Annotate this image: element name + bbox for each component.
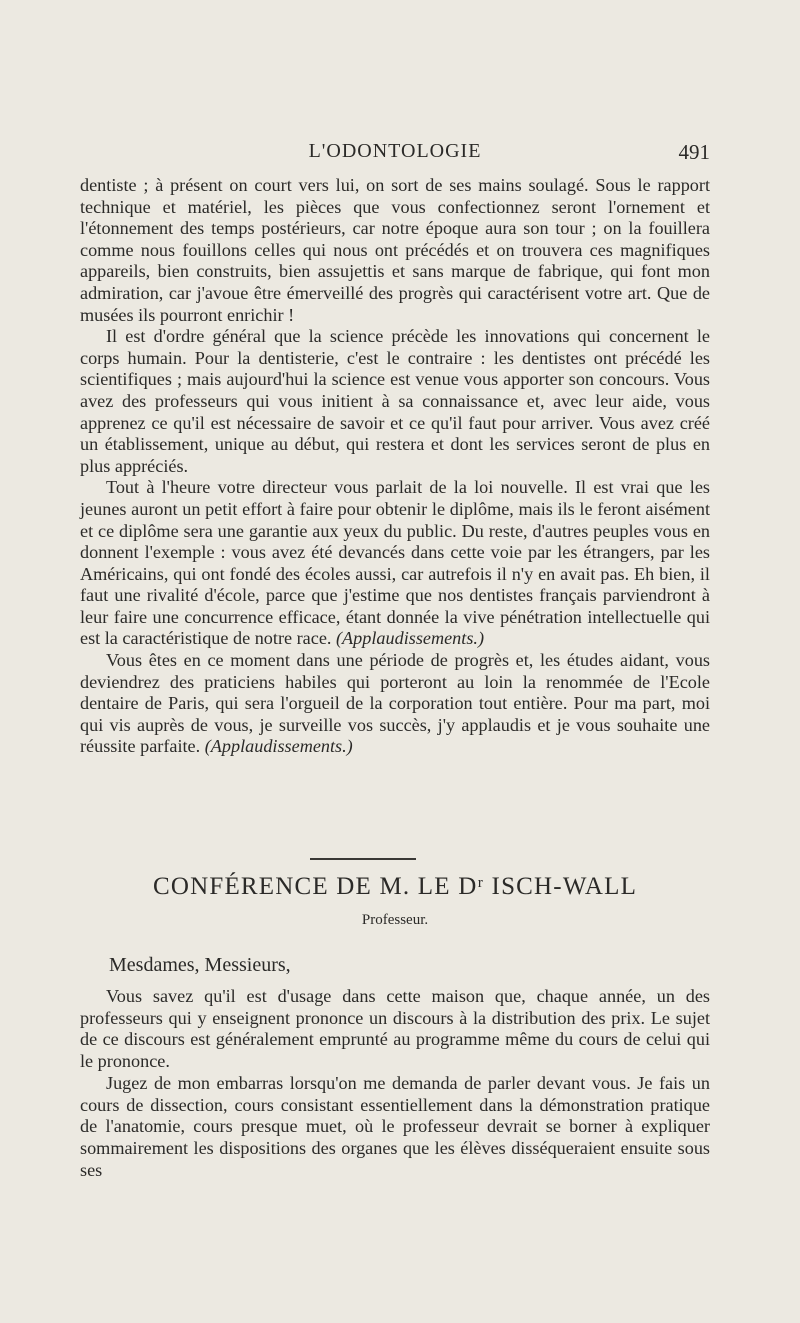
previous-speech-body <box>80 175 710 758</box>
page-number: 491 <box>678 140 710 164</box>
page-header <box>80 140 710 170</box>
paragraph-text: Tout à l'heure votre directeur vous parlait de la loi nouvelle. Il est vrai que les jeunes auront un petit effort à faire pour obtenir le diplôme, mais ils le feront aisément et ce diplôme sera une garantie aux yeux du public. Du reste, d'autres peuples vous en donnent l'exemple : vous avez été devancés dans cette voie par les étrangers, par les Américains, qui ont fondé des écoles aussi, car autrefois il n'y en avait pas. Eh bien, il faut une rivalité d'école, parce que j'estime que nos dentistes français parviendront à leur faire une concurrence efficace, étant donnée la vive pénétration intellectuelle qui est la caractéristique de notre race. <box>80 477 710 649</box>
paragraph: Il est d'ordre général que la science précède les innovations qui concernent le corps humain. Pour la dentisterie, c'est le contraire : les dentistes ont précédé les scientifiques ; mais aujourd'hui la science est venue vous apporter son concours. Vous avez des professeurs qui vous initient à sa connaissance et, avec leur aide, vous apprenez ce qu'il est nécessaire de savoir et ce qu'il faut pour arriver. Vous avez créé un établissement, unique au début, qui restera et dont les services seront de plus en plus appréciés. <box>80 326 710 476</box>
conference-body <box>80 986 710 1181</box>
running-head: L'ODONTOLOGIE <box>308 140 482 162</box>
applause-note: (Applaudissements.) <box>204 736 353 757</box>
salutation: Mesdames, Messieurs, <box>109 954 291 976</box>
paragraph: Jugez de mon embarras lorsqu'on me demanda de parler devant vous. Je fais un cours de dissection, cours consistant essentiellement dans la démonstration pratique de l'anatomie, cours presque muet, où le professeur devrait se borner à expliquer sommairement les dispositions des organes que les élèves disséqueraient ensuite sous ses <box>80 1072 710 1180</box>
applause-note: (Applaudissements.) <box>336 628 485 649</box>
paragraph: Vous savez qu'il est d'usage dans cette maison que, chaque année, un des professeurs qui y enseignent prononce un discours à la distribution des prix. Le sujet de ce discours est généralement emprunté au programme même du cours de celui qui le prononce. <box>80 986 710 1072</box>
section-divider <box>310 858 416 860</box>
paragraph <box>80 650 710 758</box>
paragraph-continued: dentiste ; à présent on court vers lui, on sort de ses mains soulagé. Sous le rapport technique et matériel, les pièces que vous confectionnez seront l'ornement et l'étonnement des temps postérieurs, car notre époque aura son tour ; on la fouillera comme nous fouillons celles qui nous ont précédés et on trouvera ces magnifiques appareils, bien construits, bien assujettis et sans marque de fabrique, qui font mon admiration, car j'avoue être émerveillé des progrès qui caractérisent votre art. Que de musées ils pourront enrichir ! <box>80 175 710 325</box>
conference-title: CONFÉRENCE DE M. LE Dʳ ISCH-WALL <box>152 873 638 900</box>
paragraph-text: Vous êtes en ce moment dans une période de progrès et, les études aidant, vous deviendrez des praticiens habiles qui porteront au loin la renommée de l'Ecole dentaire de Paris, qui sera l'orgueil de la corporation tout entière. Pour ma part, moi qui vis auprès de vous, je surveille vos succès, j'y applaudis et je vous souhaite une réussite parfaite. <box>80 650 710 757</box>
conference-subtitle: Professeur. <box>361 912 429 928</box>
paragraph <box>80 477 710 650</box>
